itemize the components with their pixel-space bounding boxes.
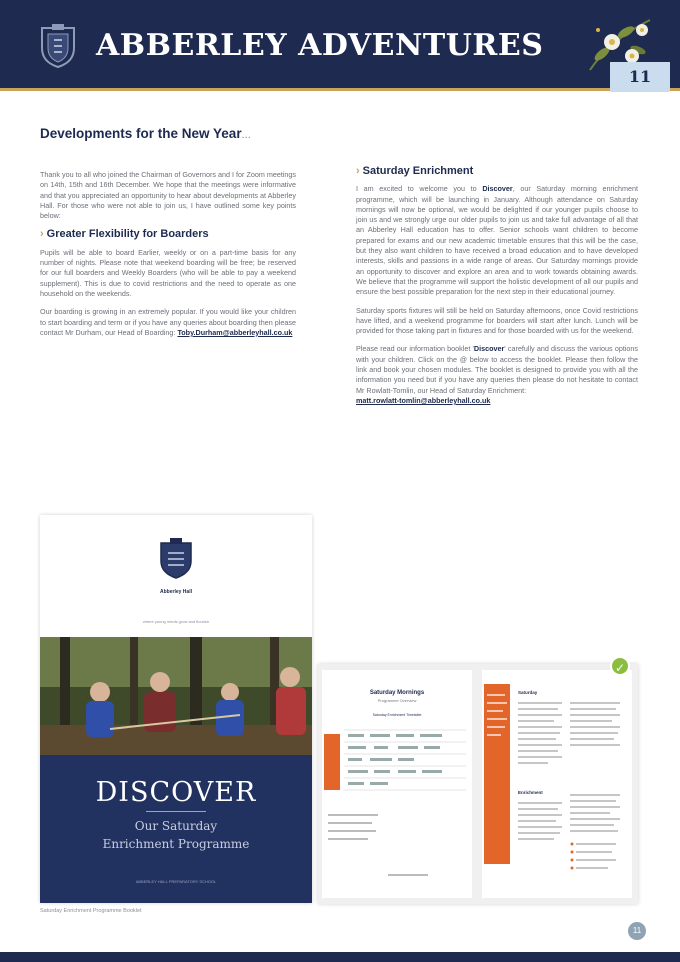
school-crest-icon bbox=[38, 22, 78, 68]
p1-start: I am excited to welcome you to bbox=[356, 184, 483, 194]
saturday-paragraph-2: Saturday sports fixtures will still be held on Saturday afternoons, once Covid restrictions have lifted, and a weekend programme for boarders will start after lunch. Lunch will be provided for those taking part in fixtures and for those boarded with us for the weekend. bbox=[356, 305, 638, 336]
bullet-arrow-icon: › bbox=[40, 228, 44, 241]
header-accent-line bbox=[0, 88, 680, 91]
section-heading-text: Developments for the New Year bbox=[40, 126, 242, 141]
spread-right-heading-2: Enrichment bbox=[518, 790, 543, 795]
page-number-badge[interactable]: 11 bbox=[628, 922, 646, 940]
forest-school-photo bbox=[40, 637, 312, 755]
booklet-footer: ABBERLEY HALL PREPARATORY SCHOOL bbox=[135, 879, 217, 884]
booklet-subtitle-2: Enrichment Programme bbox=[102, 837, 250, 851]
booklet-spread-preview[interactable] bbox=[318, 664, 638, 904]
discover-bold: Discover bbox=[482, 184, 513, 194]
booklet-caption: Saturday Enrichment Programme Booklet bbox=[40, 908, 142, 914]
boarders-paragraph-2-text: Our boarding is growing in an extremely popular. If you would like your children to start boarding and term or if you have any queries about boarding then please contact Mr Durham, our Head of Boarding: bbox=[40, 307, 296, 337]
spread-left-title: Saturday Mornings bbox=[369, 690, 425, 696]
boarders-subheading-text: Greater Flexibility for Boarders bbox=[46, 228, 209, 241]
boarding-email-link[interactable]: Toby.Durham@abberleyhall.co.uk bbox=[177, 327, 293, 337]
bottom-bar bbox=[0, 952, 680, 962]
saturday-paragraph-1 bbox=[356, 184, 638, 297]
booklet-crest-icon bbox=[158, 537, 194, 579]
p3-rest: ' carefully and discuss the various options with your children. Click on the @ below to access the booklet. Please then follow the link and book your chosen modules. The booklet is designed to provide you with all the information you need but if you have any queries then please do not hesitate to contact Mr Rowlatt-Tomlin, our Head of Saturday Enrichment: bbox=[356, 344, 638, 395]
bullet-arrow-icon: › bbox=[356, 165, 360, 177]
p3-start: Please read our information booklet ' bbox=[356, 344, 474, 354]
spread-table-title: Saturday Enrichment Timetable bbox=[372, 713, 422, 717]
intro-paragraph: Thank you to all who joined the Chairman of Governors and I for Zoom meetings on 14th, 15th and 16th December. We hope that the meetings were informative and that you appreciated an opportunity to hear about developments at Abberley Hall. For those who were not able to join us, I have outlined some key points below: bbox=[40, 170, 296, 221]
left-column bbox=[40, 170, 296, 346]
boarders-paragraph-2 bbox=[40, 307, 296, 338]
discover-link[interactable]: Discover bbox=[473, 344, 505, 354]
enrichment-email-link[interactable]: matt.rowlatt-tomlin@abberleyhall.co.uk bbox=[356, 395, 491, 405]
booklet-title: DISCOVER bbox=[95, 777, 257, 808]
newsletter-title: ABBERLEY ADVENTURES bbox=[96, 28, 544, 63]
section-heading bbox=[40, 126, 251, 141]
booklet-school-name: Abberley Hall bbox=[160, 589, 192, 595]
check-icon[interactable]: ✓ bbox=[610, 656, 630, 676]
spread-left-subtitle: Programme Overview bbox=[377, 698, 417, 703]
saturday-paragraph-3 bbox=[356, 344, 638, 406]
saturday-subheading-text: Saturday Enrichment bbox=[362, 165, 474, 177]
booklet-spread-pages bbox=[318, 664, 638, 904]
booklet-subtitle-1: Our Saturday bbox=[134, 819, 218, 833]
spread-right-heading-1: Saturday bbox=[518, 690, 538, 695]
saturday-subheading bbox=[356, 166, 638, 176]
booklet-tagline: where young minds grow and flourish bbox=[142, 619, 210, 624]
page-number-tab: 11 bbox=[610, 62, 670, 92]
discover-booklet-cover[interactable] bbox=[40, 515, 312, 903]
right-column bbox=[356, 162, 638, 414]
p1-rest: , our Saturday morning enrichment programme, which will be launching in January. Although attendance on Saturday mornings will now be optional, we would be delighted if our younger pupils choose to join us and we strongly urge our older pupils to join us and take full advantage of all that an Abberley Hall education has to offer. Senior schools want children to become prepared for exams and our new academic timetable ensures that this will be the case, but they also want children to have received a broad education and to have developed interests, skills and passions in a wide range of areas. Our Saturday mornings provide an opportunity to discover and explore an area and to work towards obtaining awards. We believe that the programme will support the holistic development of all our pupils and ensure the best possible preparation for the next step in their educational journey. bbox=[356, 184, 638, 297]
boarders-paragraph-1: Pupils will be able to board Earlier, weekly or on a part-time basis for any number of nights. Please note that weekend boarding will be free; be reserved for our full boarders and Weekly Boarders (who will be able to pay a weekend supplement). This is due to covid restrictions and the need to operate as one household on the weekends. bbox=[40, 247, 296, 298]
booklet-divider bbox=[146, 811, 206, 812]
boarders-subheading bbox=[40, 229, 296, 239]
section-heading-suffix: ... bbox=[241, 129, 251, 141]
